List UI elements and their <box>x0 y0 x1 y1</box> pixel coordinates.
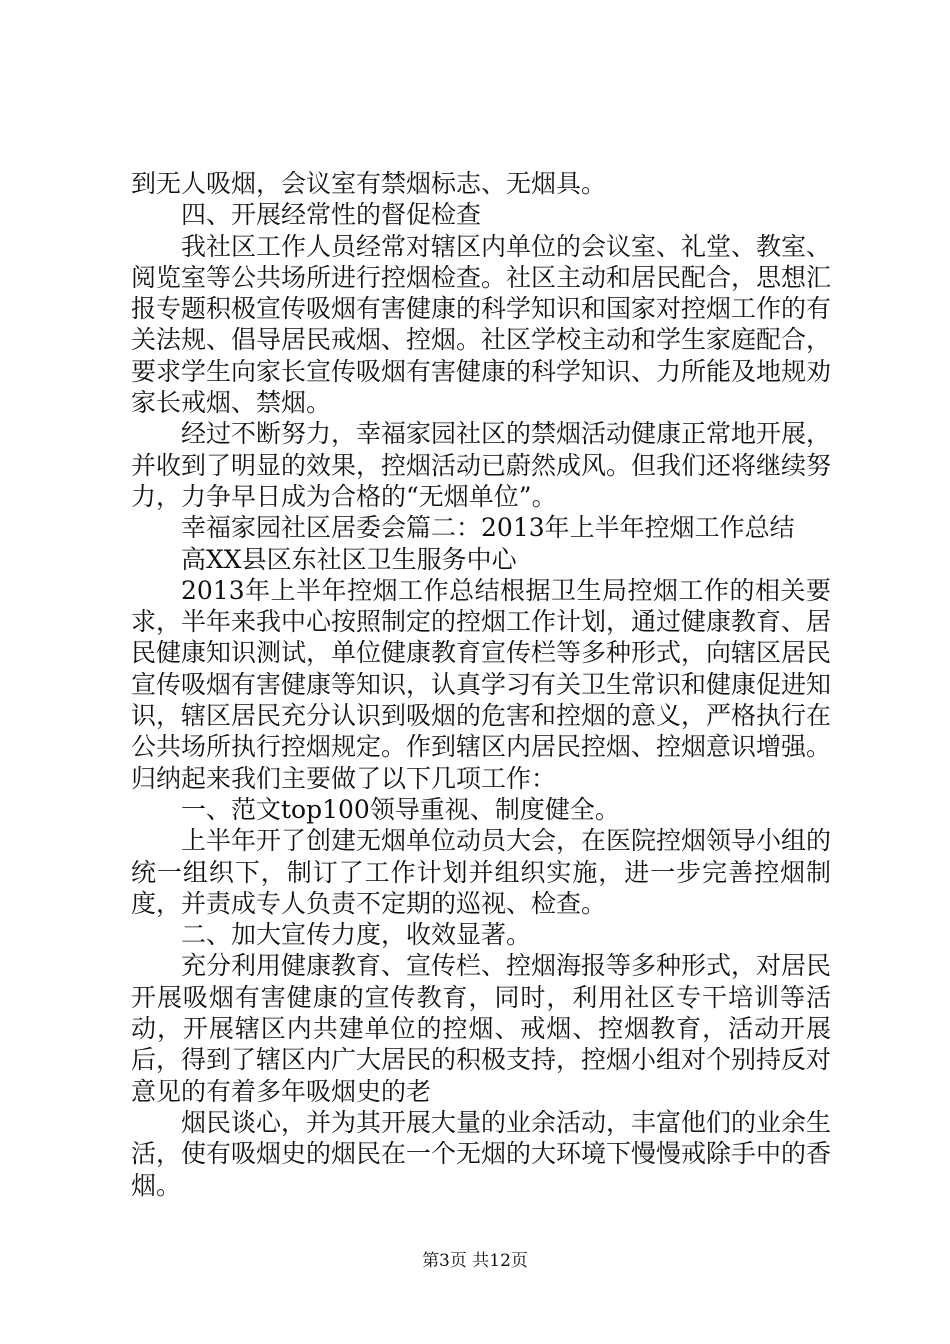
organization-name: 高XX县区东社区卫生服务中心 <box>181 544 517 574</box>
paragraph: 上半年开了创建无烟单位动员大会，在医院控烟领导小组的统一组织下，制订了工作计划并组织实施，进一步完善控烟制度，并责成专人负责不定期的巡视、检查。 <box>131 826 832 918</box>
page-number-footer: 第3页 共12页 <box>422 1251 528 1271</box>
paragraph: 充分利用健康教育、宣传栏、控烟海报等多种形式，对居民开展吸烟有害健康的宣传教育，同时，利用社区专干培训等活动，开展辖区内共建单位的控烟、戒烟、控烟教育，活动开展后，得到了辖区内广大居民的积极支持，控烟小组对个别持反对意见的有着多年吸烟史的老 <box>131 951 832 1106</box>
paragraph: 2013年上半年控烟工作总结根据卫生局控烟工作的相关要求，半年来我中心按照制定的控烟工作计划，通过健康教育、居民健康知识测试，单位健康教育宣传栏等多种形式，向辖区居民宣传吸烟有害健康等知识，认真学习有关卫生常识和健康促进知识，辖区居民充分认识到吸烟的危害和控烟的意义，严格执行在公共场所执行控烟规定。作到辖区内居民控烟、控烟意识增强。归纳起来我们主要做了以下几项工作： <box>131 575 832 793</box>
paragraph: 经过不断努力，幸福家园社区的禁烟活动健康正常地开展，并收到了明显的效果，控烟活动已蔚然成风。但我们还将继续努力，力争早日成为合格的“无烟单位”。 <box>131 419 832 511</box>
paragraph: 我社区工作人员经常对辖区内单位的会议室、礼堂、教室、阅览室等公共场所进行控烟检查。社区主动和居民配合，思想汇报专题积极宣传吸烟有害健康的科学知识和国家对控烟工作的有关法规、倡导居民戒烟、控烟。社区学校主动和学生家庭配合，要求学生向家长宣传吸烟有害健康的科学知识、力所能及地规劝家长戒烟、禁烟。 <box>131 231 832 418</box>
section-heading: 二、加大宣传力度，收效显著。 <box>181 920 532 950</box>
section-heading: 四、开展经常性的督促检查 <box>181 200 482 230</box>
article-title: 幸福家园社区居委会篇二：2013年上半年控烟工作总结 <box>181 513 795 543</box>
paragraph: 到无人吸烟，会议室有禁烟标志、无烟具。 <box>131 169 607 198</box>
document-body <box>131 168 831 1201</box>
paragraph: 烟民谈心，并为其开展大量的业余活动，丰富他们的业余生活，使有吸烟史的烟民在一个无烟的大环境下慢慢戒除手中的香烟。 <box>131 1107 832 1200</box>
section-heading: 一、范文top100领导重视、制度健全。 <box>181 794 620 824</box>
